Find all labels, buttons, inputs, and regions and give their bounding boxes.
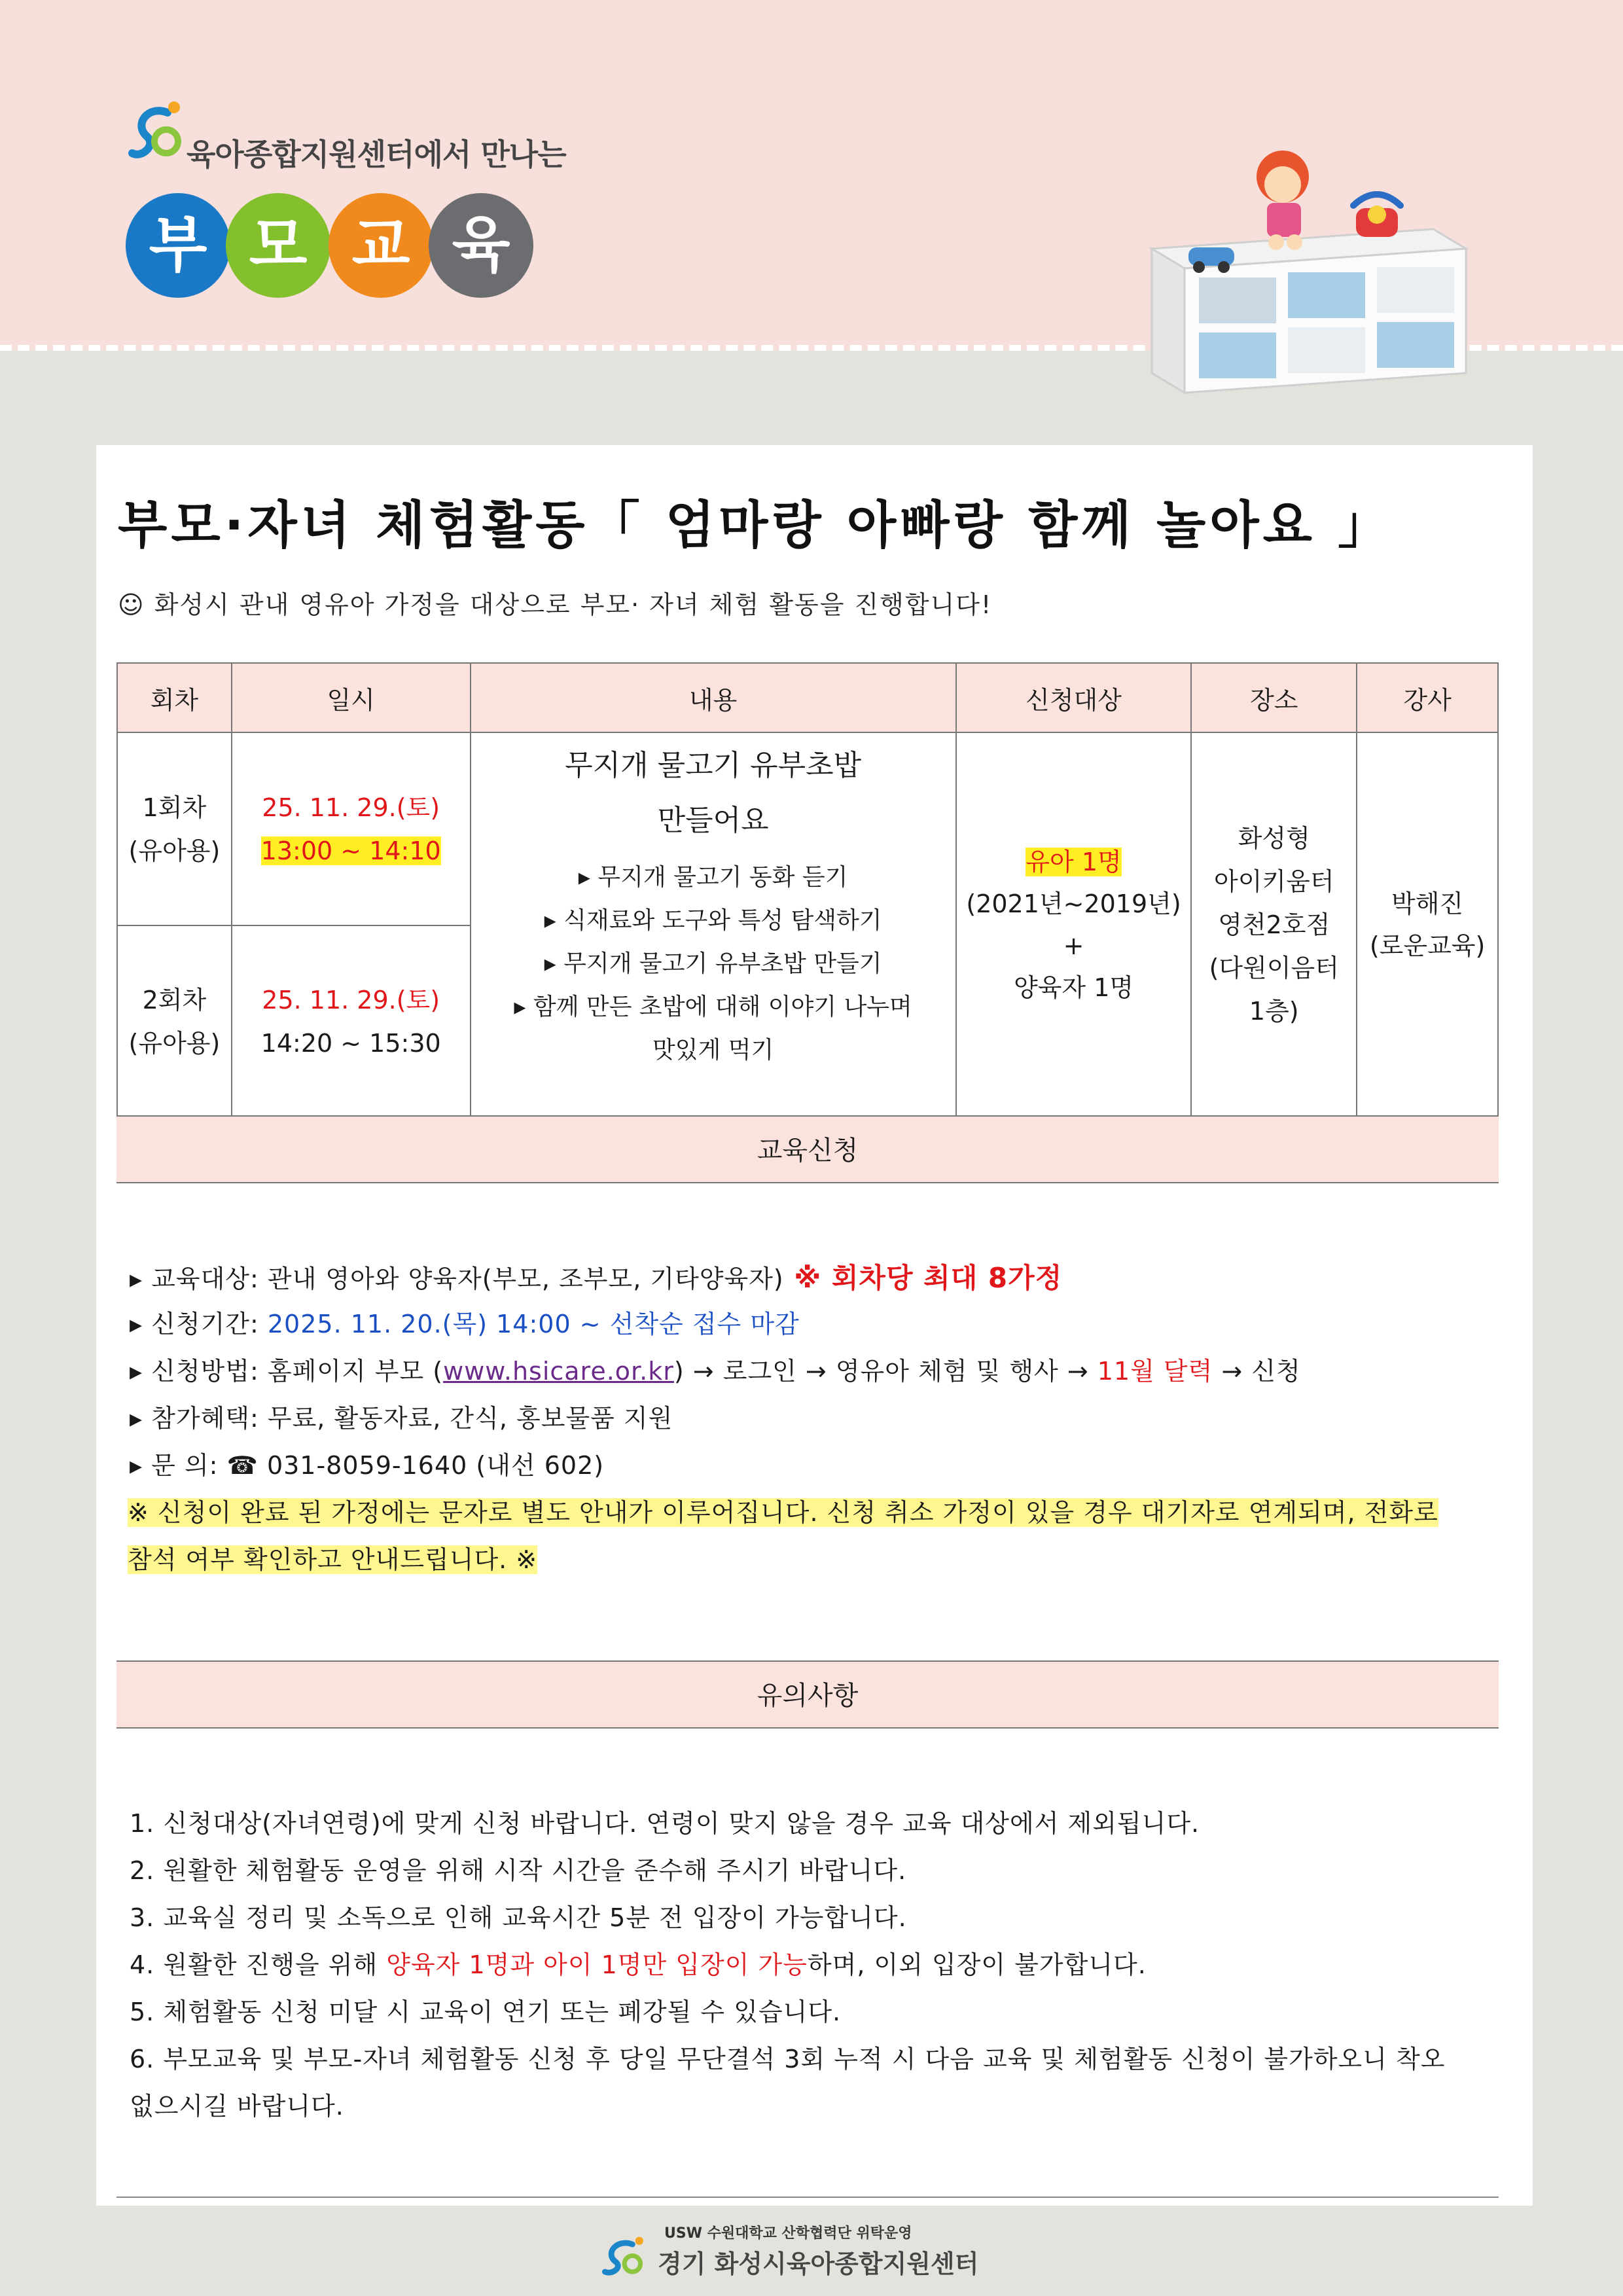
target-guardian: 양육자 1명 bbox=[1014, 973, 1134, 1002]
list-item: 없으시길 바랍니다. bbox=[130, 2092, 344, 2121]
session-date: 25. 11. 29.(토) bbox=[262, 793, 440, 822]
apply-period-value: 2025. 11. 20.(목) 14:00 ~ 선착순 접수 마감 bbox=[267, 1310, 800, 1338]
apply-target-note: ※ 회차당 최대 8가정 bbox=[783, 1262, 1063, 1294]
badge-mo: 모 bbox=[226, 193, 330, 298]
list-item: ▸ 함께 만든 초밥에 대해 이야기 나누며 bbox=[514, 994, 912, 1020]
content-title-line1: 무지개 물고기 유부초밥 bbox=[565, 749, 862, 782]
place-line: 화성형 bbox=[1238, 824, 1310, 853]
target-years: (2021년~2019년) bbox=[966, 889, 1181, 918]
list-item: ▸ 무지개 물고기 유부초밥 만들기 bbox=[544, 950, 882, 977]
session-time: 14:20 ~ 15:30 bbox=[260, 1028, 441, 1058]
place-cell bbox=[1191, 732, 1357, 1117]
apply-section-heading: 교육신청 bbox=[116, 1115, 1499, 1183]
session-cell bbox=[117, 925, 232, 1117]
list-item: ▸ 무지개 물고기 동화 듣기 bbox=[578, 864, 848, 891]
apply-notice-line1 bbox=[128, 1492, 1438, 1528]
intro-text: ☺ 화성시 관내 영유아 가정을 대상으로 부모· 자녀 체험 활동을 진행합니다! bbox=[118, 590, 993, 619]
footer-logo-icon bbox=[599, 2235, 651, 2281]
footer-org-top: USW 수원대학교 산학협력단 위탁운영 bbox=[664, 2225, 912, 2242]
target-plus: + bbox=[1063, 931, 1084, 960]
place-line: 영천2호점 bbox=[1218, 910, 1330, 939]
session-time: 13:00 ~ 14:10 bbox=[260, 836, 441, 865]
list-item: 2. 원활한 체험활동 운영을 위해 시작 시간을 준수해 주시기 바랍니다. bbox=[130, 1856, 907, 1885]
list-item: ▸ 식재료와 도구와 특성 탐색하기 bbox=[544, 907, 882, 934]
session-date: 25. 11. 29.(토) bbox=[262, 985, 440, 1014]
caution4-end: 하며, 이외 입장이 불가합니다. bbox=[807, 1950, 1147, 1979]
homepage-link[interactable]: www.hsicare.or.kr bbox=[443, 1357, 674, 1386]
footer-org-name: 경기 화성시육아종합지원센터 bbox=[658, 2250, 979, 2278]
apply-notice-text2: 참석 여부 확인하고 안내드립니다. ※ bbox=[128, 1545, 538, 1574]
place-line: 1층) bbox=[1249, 997, 1299, 1026]
page-title: 부모·자녀 체험활동「 엄마랑 아빠랑 함께 놀아요 」 bbox=[118, 496, 1393, 555]
badge-yuk: 육 bbox=[429, 193, 533, 298]
list-item: 5. 체험활동 신청 미달 시 교육이 연기 또는 폐강될 수 있습니다. bbox=[130, 1998, 842, 2026]
list-item: 1. 신청대상(자녀연령)에 맞게 신청 바랍니다. 연령이 맞지 않을 경우 교육 대상에서 제외됩니다. bbox=[130, 1809, 1200, 1838]
instructor-name: 박해진 bbox=[1391, 889, 1464, 918]
apply-method-end: → 신청 bbox=[1213, 1357, 1301, 1386]
apply-target-line bbox=[130, 1257, 1062, 1296]
apply-notice-text1: ※ 신청이 완료 된 가정에는 문자로 별도 안내가 이루어집니다. 신청 취소 가정이 있을 경우 대기자로 연계되며, 전화로 bbox=[128, 1498, 1438, 1527]
list-item bbox=[130, 1945, 1147, 1981]
header-place: 장소 bbox=[1191, 663, 1357, 732]
content-cell bbox=[471, 732, 956, 1117]
target-child: 유아 1명 bbox=[1026, 848, 1122, 876]
header-subtitle: 육아종합지원센터에서 만나는 bbox=[187, 137, 566, 172]
apply-method-label: ▸ 신청방법: 홈페이지 부모 ( bbox=[130, 1357, 444, 1386]
badge-bu: 부 bbox=[126, 193, 230, 298]
caution4-start: 4. 원활한 진행을 위해 bbox=[130, 1950, 387, 1979]
caution4-emphasis: 양육자 1명과 아이 1명만 입장이 가능 bbox=[386, 1950, 808, 1979]
list-item: 맛있게 먹기 bbox=[652, 1037, 774, 1064]
header-datetime: 일시 bbox=[232, 663, 471, 732]
list-item: 3. 교육실 정리 및 소독으로 인해 교육시간 5분 전 입장이 가능합니다. bbox=[130, 1903, 907, 1932]
apply-target-label: ▸ 교육대상: 관내 영아와 양육자(부모, 조부모, 기타양육자) bbox=[130, 1265, 784, 1293]
apply-period-label: ▸ 신청기간: bbox=[130, 1310, 268, 1338]
header-target: 신청대상 bbox=[956, 663, 1192, 732]
badge-gyo: 교 bbox=[329, 193, 433, 298]
instructor-org: (로운교육) bbox=[1369, 931, 1486, 960]
schedule-table bbox=[116, 662, 1499, 1118]
session-label: 2회차 bbox=[142, 985, 207, 1014]
apply-contact-line: ▸ 문 의: ☎ 031-8059-1640 (내선 602) bbox=[130, 1451, 605, 1480]
apply-method-calendar: 11월 달력 bbox=[1097, 1357, 1213, 1386]
place-line: (다원이음터 bbox=[1209, 954, 1339, 982]
cautions-section-heading: 유의사항 bbox=[116, 1660, 1499, 1729]
footer-divider bbox=[116, 2197, 1499, 2198]
table-row bbox=[117, 732, 1498, 925]
list-item: 6. 부모교육 및 부모-자녀 체험활동 신청 후 당일 무단결석 3회 누적 시 다음 교육 및 체험활동 신청이 불가하오니 착오 bbox=[130, 2045, 1446, 2073]
datetime-cell bbox=[232, 925, 471, 1117]
schedule-header-row bbox=[117, 663, 1498, 732]
content-title-line2: 만들어요 bbox=[657, 804, 769, 837]
instructor-cell bbox=[1357, 732, 1498, 1117]
header-session: 회차 bbox=[117, 663, 232, 732]
datetime-cell bbox=[232, 732, 471, 925]
session-group: (유아용) bbox=[128, 1028, 221, 1058]
apply-notice-line2 bbox=[128, 1539, 537, 1575]
session-group: (유아용) bbox=[128, 836, 221, 865]
toy-shelf-illustration-icon bbox=[1126, 137, 1479, 399]
header-content: 내용 bbox=[471, 663, 956, 732]
apply-benefit-line: ▸ 참가혜택: 무료, 활동자료, 간식, 홍보물품 지원 bbox=[130, 1404, 673, 1433]
target-cell bbox=[956, 732, 1192, 1117]
session-label: 1회차 bbox=[142, 793, 207, 822]
apply-method-mid: ) → 로그인 → 영유아 체험 및 행사 → bbox=[673, 1357, 1097, 1386]
center-logo-icon bbox=[128, 98, 185, 170]
apply-period-line bbox=[130, 1304, 800, 1340]
session-cell bbox=[117, 732, 232, 925]
header-instructor: 강사 bbox=[1357, 663, 1498, 732]
apply-method-line bbox=[130, 1351, 1301, 1387]
place-line: 아이키움터 bbox=[1214, 867, 1334, 896]
